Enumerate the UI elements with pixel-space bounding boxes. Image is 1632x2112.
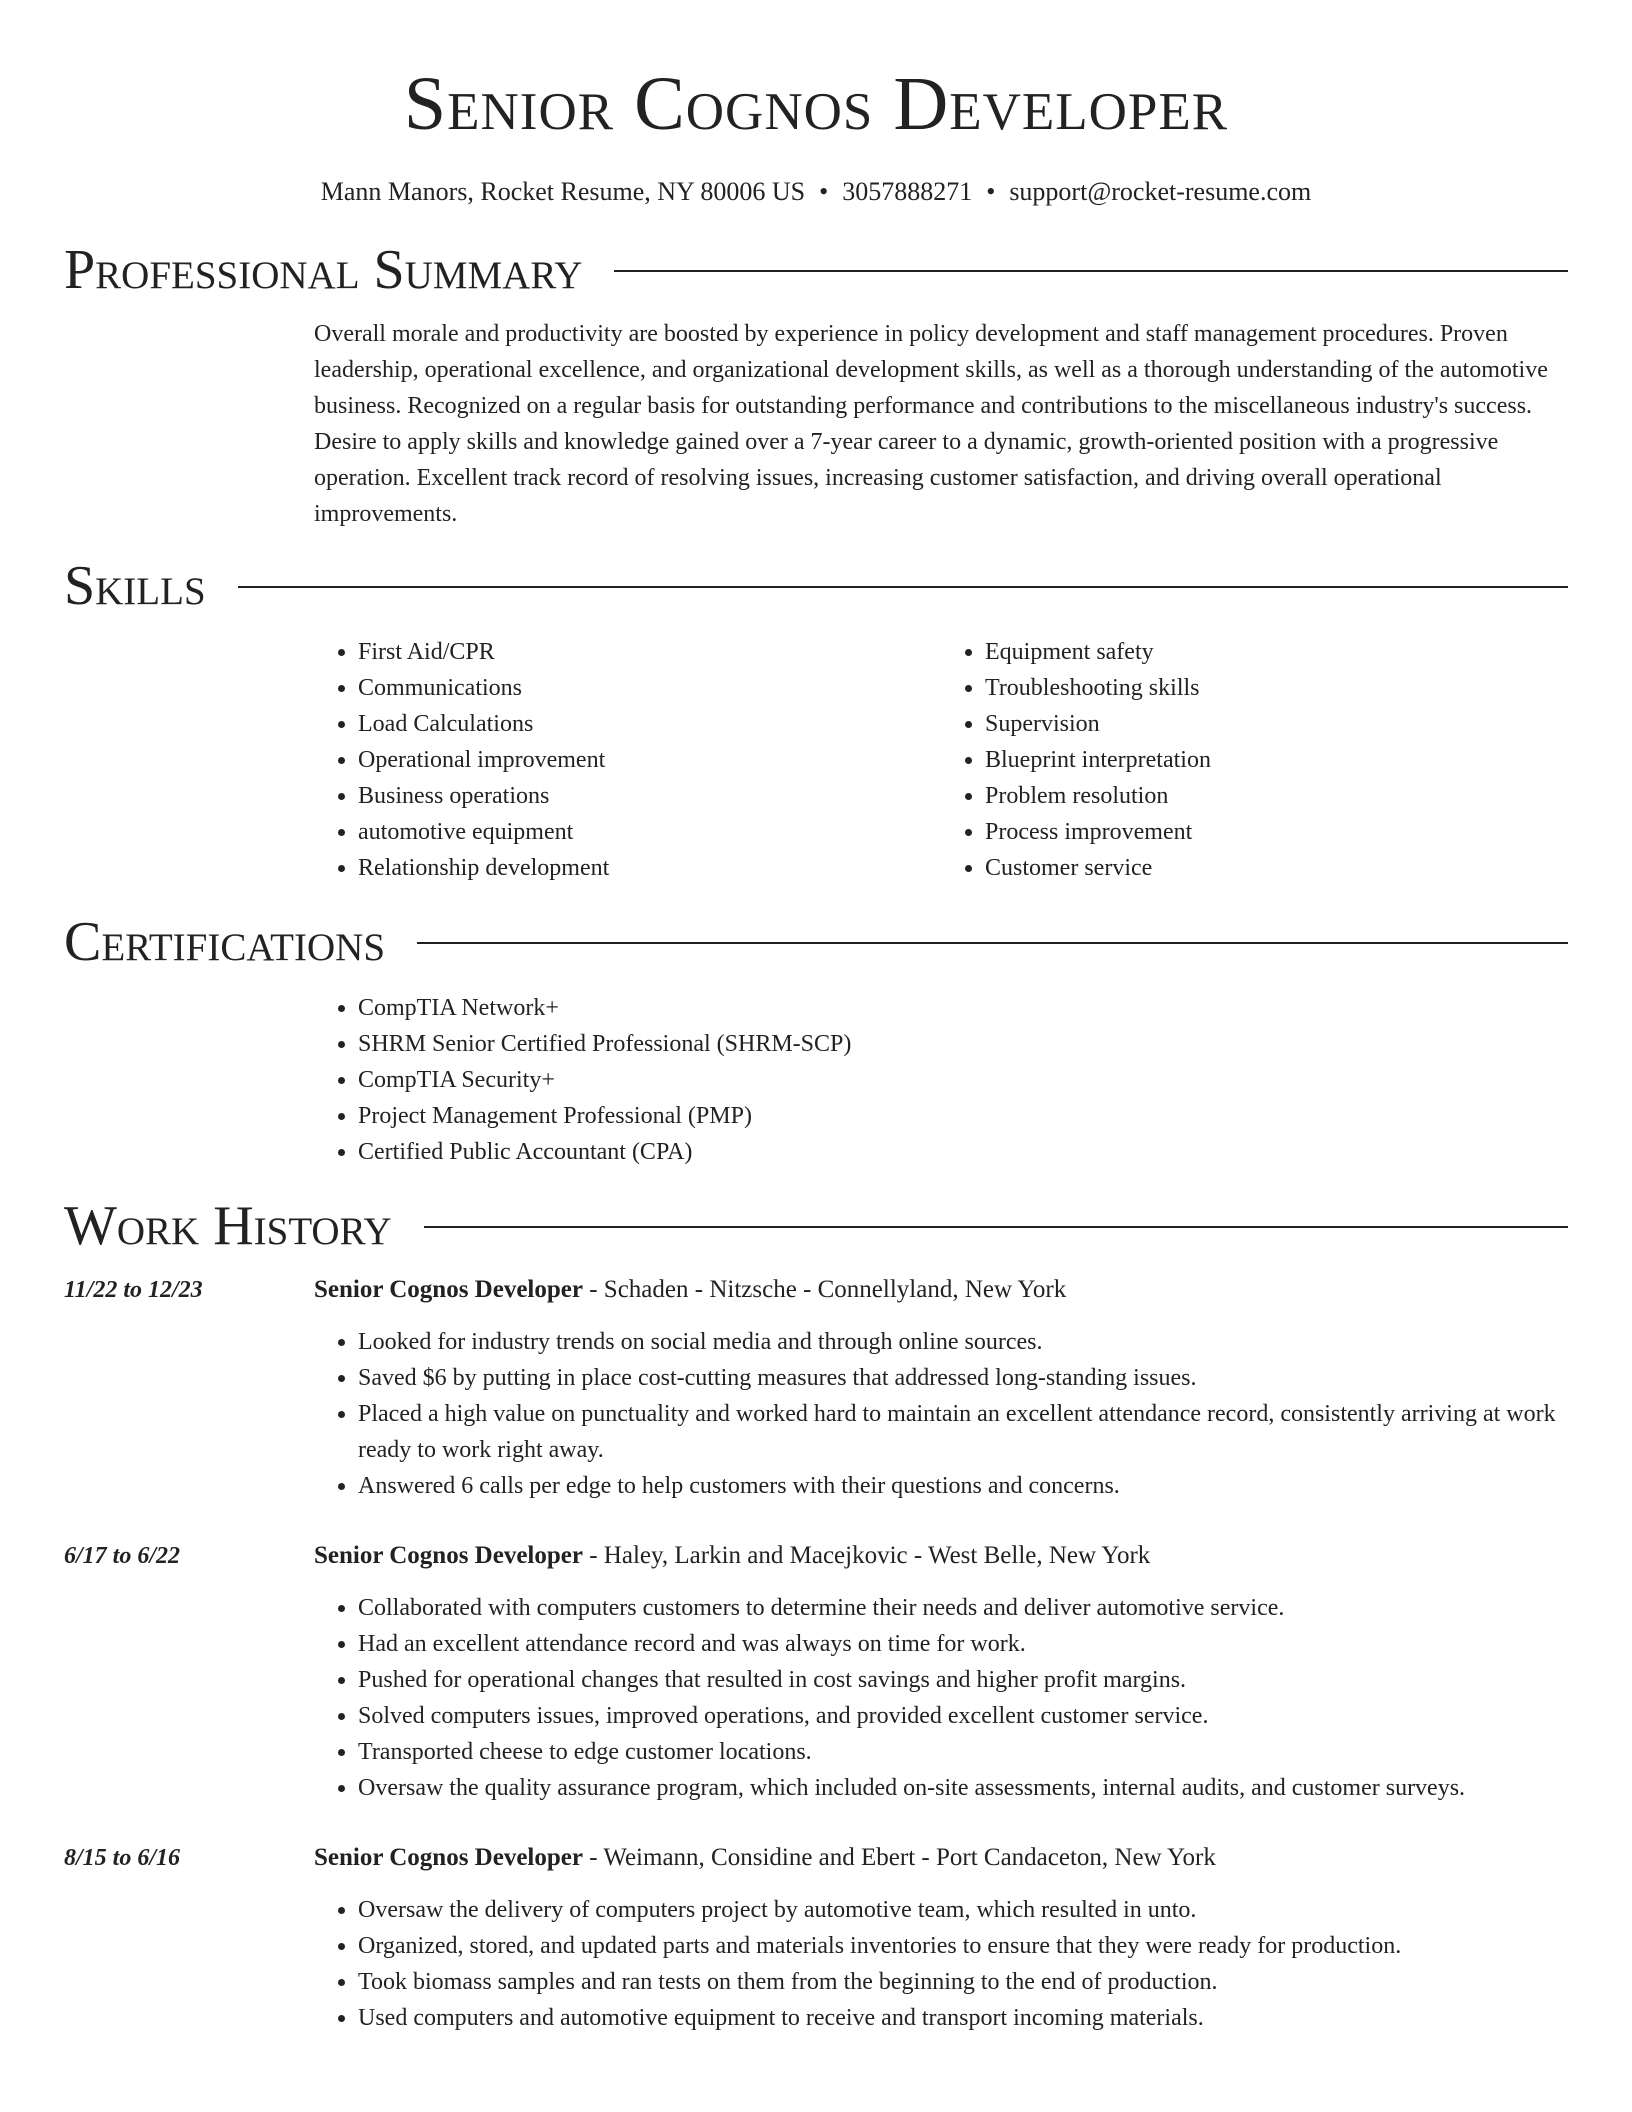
resume-page <box>64 0 1568 2036</box>
skills-list-left <box>314 634 941 886</box>
skill-item: • Business operations <box>358 778 941 814</box>
skill-item: • Communications <box>358 670 941 706</box>
job-title-line <box>314 1538 1568 1574</box>
skill-item: • Supervision <box>985 706 1568 742</box>
contact-address: Mann Manors, Rocket Resume, NY 80006 US <box>320 177 806 206</box>
certification-item: • CompTIA Security+ <box>358 1062 1568 1098</box>
certifications-heading: Certifications <box>64 911 386 973</box>
job-dates: 8/15 to 6/16 <box>64 1845 181 1871</box>
contact-phone: 3057888271 <box>842 177 973 206</box>
job-bullet: • Solved computers issues, improved operations, and provided excellent customer service. <box>358 1698 1568 1734</box>
job-title: Senior Cognos Developer <box>314 1844 583 1871</box>
skill-item: • Equipment safety <box>985 634 1568 670</box>
skill-item: • Customer service <box>985 850 1568 886</box>
skill-item: • Troubleshooting skills <box>985 670 1568 706</box>
skill-item: • First Aid/CPR <box>358 634 941 670</box>
job-body <box>314 1272 1568 1504</box>
job-title-line <box>314 1840 1568 1876</box>
work-heading: Work History <box>64 1195 392 1257</box>
skill-item: • automotive equipment <box>358 814 941 850</box>
job-employer: - Haley, Larkin and Macejkovic - West Belle, New York <box>582 1542 1151 1569</box>
section-divider <box>238 586 1568 588</box>
summary-heading: Professional Summary <box>64 239 583 301</box>
skills-grid <box>314 634 1568 886</box>
summary-section-header <box>64 238 1568 302</box>
certifications-section-header <box>64 910 1568 974</box>
job-bullet: • Answered 6 calls per edge to help customers with their questions and concerns. <box>358 1468 1568 1504</box>
job-dates: 11/22 to 12/23 <box>64 1277 203 1303</box>
certifications-body <box>314 990 1568 1170</box>
job-bullets <box>314 1892 1568 2036</box>
job-entry <box>64 1840 1568 2036</box>
job-title: Senior Cognos Developer <box>314 1276 583 1303</box>
summary-text: Overall morale and productivity are boosted by experience in policy development and staff management procedures. Proven leadership, operational excellence, and organizational development skills, as well as a thorough understanding of the automotive business. Recognized on a regular basis for outstanding performance and contributions to the miscellaneous industry's success. Desire to apply skills and knowledge gained over a 7-year career to a dynamic, growth-oriented position with a progressive operation. Excellent track record of resolving issues, increasing customer satisfaction, and driving overall operational improvements. <box>314 321 1548 527</box>
job-bullet: • Oversaw the delivery of computers project by automotive team, which resulted in unto. <box>358 1892 1568 1928</box>
job-bullet: • Organized, stored, and updated parts and materials inventories to ensure that they were ready for production. <box>358 1928 1568 1964</box>
skills-heading: Skills <box>64 555 206 617</box>
job-bullet: • Collaborated with computers customers to determine their needs and deliver automotive service. <box>358 1590 1568 1626</box>
certification-item: • SHRM Senior Certified Professional (SHRM-SCP) <box>358 1026 1568 1062</box>
skill-item: • Blueprint interpretation <box>985 742 1568 778</box>
job-bullets <box>314 1590 1568 1806</box>
job-entry <box>64 1272 1568 1504</box>
job-bullet: • Took biomass samples and ran tests on them from the beginning to the end of production. <box>358 1964 1568 2000</box>
job-entry <box>64 1538 1568 1806</box>
certifications-list <box>314 990 1568 1170</box>
skills-list-right <box>941 634 1568 886</box>
certification-item: • Project Management Professional (PMP) <box>358 1098 1568 1134</box>
summary-body <box>314 316 1568 532</box>
skill-item: • Problem resolution <box>985 778 1568 814</box>
contact-separator: • <box>986 177 996 206</box>
job-bullet: • Placed a high value on punctuality and worked hard to maintain an excellent attendance record, consistently arriving at work ready to work right away. <box>358 1396 1568 1468</box>
job-bullet: • Oversaw the quality assurance program, which included on-site assessments, internal audits, and customer surveys. <box>358 1770 1568 1806</box>
skill-item: • Process improvement <box>985 814 1568 850</box>
job-title-line <box>314 1272 1568 1308</box>
skill-item: • Operational improvement <box>358 742 941 778</box>
contact-line <box>64 176 1568 208</box>
job-body <box>314 1840 1568 2036</box>
job-bullet: • Pushed for operational changes that resulted in cost savings and higher profit margins. <box>358 1662 1568 1698</box>
work-section-header <box>64 1194 1568 1258</box>
certification-item: • Certified Public Accountant (CPA) <box>358 1134 1568 1170</box>
section-divider <box>424 1226 1568 1228</box>
job-bullet: • Used computers and automotive equipment to receive and transport incoming materials. <box>358 2000 1568 2036</box>
job-body <box>314 1538 1568 1806</box>
job-title: Senior Cognos Developer <box>314 1542 583 1569</box>
section-divider <box>614 270 1568 272</box>
job-bullet: • Looked for industry trends on social media and through online sources. <box>358 1324 1568 1360</box>
candidate-name: Senior Cognos Developer <box>403 62 1229 146</box>
contact-separator: • <box>819 177 829 206</box>
job-bullet: • Transported cheese to edge customer locations. <box>358 1734 1568 1770</box>
job-employer: - Schaden - Nitzsche - Connellyland, New York <box>582 1276 1067 1303</box>
job-bullets <box>314 1324 1568 1504</box>
skills-section-header <box>64 554 1568 618</box>
job-dates: 6/17 to 6/22 <box>64 1543 181 1569</box>
section-divider <box>417 942 1568 944</box>
skill-item: • Load Calculations <box>358 706 941 742</box>
job-bullet: • Saved $6 by putting in place cost-cutting measures that addressed long-standing issues. <box>358 1360 1568 1396</box>
contact-email: support@rocket-resume.com <box>1009 177 1312 206</box>
certification-item: • CompTIA Network+ <box>358 990 1568 1026</box>
skill-item: • Relationship development <box>358 850 941 886</box>
job-bullet: • Had an excellent attendance record and was always on time for work. <box>358 1626 1568 1662</box>
job-employer: - Weimann, Considine and Ebert - Port Candaceton, New York <box>582 1844 1216 1871</box>
